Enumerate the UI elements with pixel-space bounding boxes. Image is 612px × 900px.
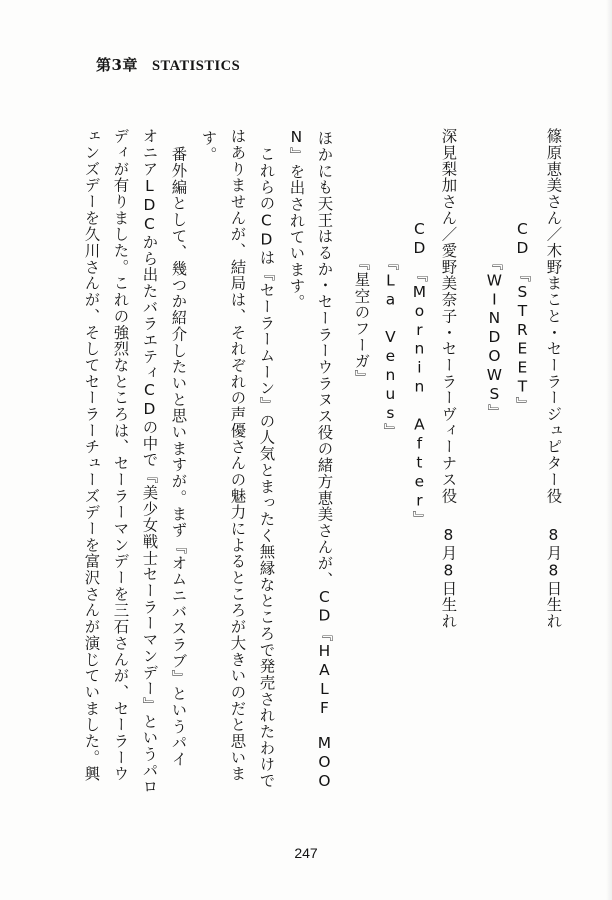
body-line: 番外編として、幾つか紹介したいと思いますが。まず『オムニバスラブ』というパイ	[169, 146, 188, 768]
entry-fukami-cd-2: 『La Venus』	[381, 255, 400, 440]
entry-fukami-cd-3: 『星空のフーガ』	[352, 255, 371, 386]
entry-shinohara-cd-1: CD 『STREET』	[513, 220, 532, 413]
entry-shinohara-cd-2: 『WINDOWS』	[485, 255, 504, 421]
page-edge-shadow	[606, 0, 612, 900]
entry-shinohara-name: 篠原恵美さん／木野まこと・セーラージュピター役8月8日生れ	[544, 128, 563, 630]
chapter-label: 第3章	[96, 56, 138, 74]
body-line: ほかにも天王はるか・セーラーウラヌス役の緒方恵美さんが、CD『HALF MOO	[315, 130, 334, 792]
chapter-title: STATISTICS	[151, 58, 241, 74]
body-line: す。	[199, 130, 218, 163]
running-header	[96, 54, 240, 75]
body-line: はありませんが、結局は、それぞれの声優さんの魅力によるところが大きいのだと思いま	[228, 128, 247, 782]
body-line: ディが有りました。これの強烈なところは、セーラーマンデーを三石さんが、セーラーウ	[111, 128, 130, 782]
entry-fukami-cd-1: CD 『Mornin After』	[410, 220, 429, 527]
entry-fukami-name: 深見梨加さん／愛野美奈子・セーラーヴィーナス役8月8日生れ	[439, 128, 458, 630]
body-line: これらのCDは『セーラームーン』の人気とまったく無縁なところで発売されたわけで	[257, 146, 276, 789]
body-line: オニアLDCから出たバラエティCDの中で『美少女戦士セーラーマンデー』というパロ	[140, 128, 159, 795]
body-line: N』を出されています。	[287, 128, 306, 311]
page-number: 247	[294, 845, 318, 861]
body-line: ェンズデーを久川さんが、そしてセーラーチューズデーを富沢さんが演じていました。興	[82, 128, 101, 782]
